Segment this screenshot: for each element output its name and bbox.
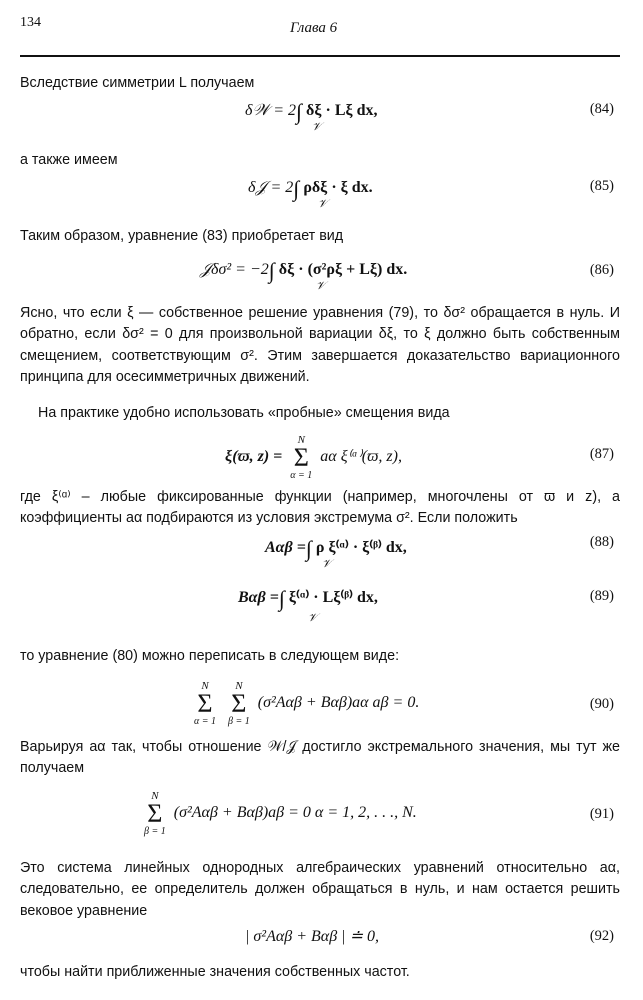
eq86-number: (86) <box>589 262 614 278</box>
paragraph-1: Вследствие симметрии L получаем <box>20 75 255 91</box>
eq88-domain: 𝒱 <box>322 558 332 570</box>
eq88-body: ρ ξ⁽ᵅ⁾ · ξ⁽ᵝ⁾ dx, <box>315 539 407 556</box>
equation-86: 𝒥δσ² = −2∫ δξ · (σ²ρξ + Lξ) dx. 𝒱 (86) <box>200 258 614 292</box>
eq91-body: (σ²Aαβ + Bαβ)aβ = 0 α = 1, 2, . . ., N. <box>173 804 417 822</box>
paragraph-5: На практике удобно использовать «пробные» смещения вида <box>38 405 450 421</box>
eq91-number: (91) <box>589 806 614 822</box>
eq85-lhs: δ𝒥 = 2 <box>248 179 294 196</box>
paragraph-2: а также имеем <box>20 152 118 168</box>
eq88-lhs: Aαβ = <box>265 539 306 556</box>
eq85-domain: 𝒱 <box>318 198 328 210</box>
paragraph-9: Это система линейных однородных алгебраических уравнений относительно aα, следовательно, ее определитель должен обращаться в нуль, и нам остается решить вековое уравнение <box>20 860 620 919</box>
paragraph-3: Таким образом, уравнение (83) приобретает вид <box>20 228 344 244</box>
eq90-number: (90) <box>589 696 614 712</box>
eq87-sum: N Σ α = 1 <box>290 434 313 481</box>
eq85-number: (85) <box>589 178 614 194</box>
equation-92 <box>20 922 620 962</box>
eq86-body: δξ · (σ²ρξ + Lξ) dx. <box>278 261 408 278</box>
eq84-number: (84) <box>589 101 614 117</box>
equation-89: Bαβ =∫ ξ⁽ᵅ⁾ · Lξ⁽ᵝ⁾ dx, 𝒱 (89) <box>238 586 614 624</box>
header-rule <box>20 55 620 57</box>
equation-90 <box>20 676 620 736</box>
paragraph-6: где ξ⁽ᵅ⁾ – любые фиксированные функции (например, многочлены от ϖ и z), а коэффициенты aα подбираются из условия экстремума σ². Если положить <box>20 489 620 527</box>
eq88-number: (88) <box>589 534 614 550</box>
eq90-body: (σ²Aαβ + Bαβ)aα aβ = 0. <box>257 694 420 712</box>
equation-87 <box>20 428 620 484</box>
equation-91 <box>20 786 620 846</box>
eq84-domain: 𝒱 <box>312 121 322 133</box>
eq89-number: (89) <box>589 588 614 604</box>
eq84-body: δξ · Lξ dx, <box>306 102 378 119</box>
eq86-lhs: 𝒥δσ² = −2 <box>200 261 269 278</box>
eq87-body: aα ξ⁽ᵅ⁾(ϖ, z), <box>320 448 402 466</box>
equation-84: δ𝒲 = 2∫ δξ · Lξ dx, 𝒱 (84) <box>245 99 614 133</box>
chapter-title: Глава 6 <box>290 20 338 36</box>
eq90-sum-beta: N Σ β = 1 <box>228 680 250 727</box>
page-header <box>0 0 643 50</box>
eq92-body: | σ²Aαβ + Bαβ | ≐ 0, <box>245 928 379 945</box>
eq91-sum: N Σ β = 1 <box>144 790 166 837</box>
eq89-domain: 𝒱 <box>308 612 318 624</box>
eq85-body: ρδξ · ξ dx. <box>303 179 373 196</box>
page-number: 134 <box>20 15 41 30</box>
equation-85: δ𝒥 = 2∫ ρδξ · ξ dx. 𝒱 (85) <box>248 176 614 210</box>
eq92-number: (92) <box>589 928 614 944</box>
paragraph-10: чтобы найти приближенные значения собственных частот. <box>20 964 410 980</box>
eq86-domain: 𝒱 <box>316 280 326 292</box>
eq89-lhs: Bαβ = <box>238 589 279 606</box>
eq89-body: ξ⁽ᵅ⁾ · Lξ⁽ᵝ⁾ dx, <box>288 589 378 606</box>
eq84-lhs: δ𝒲 = 2 <box>245 102 297 119</box>
paragraph-7: то уравнение (80) можно переписать в следующем виде: <box>20 648 400 664</box>
eq90-sum-alpha: N Σ α = 1 <box>194 680 216 727</box>
paragraph-8: Варьируя aα так, чтобы отношение 𝒲/𝒥 достигло экстремального значения, мы тут же получаем <box>20 739 620 777</box>
paragraph-4: Ясно, что если ξ — собственное решение уравнения (79), то δσ² обращается в нуль. И обратно, если δσ² = 0 для произвольной вариации δξ, то ξ должно быть собственным смещением, соответствующим σ². Этим завершается доказательство вариационного принципа для осесимметричных движений. <box>20 305 620 385</box>
equation-88: Aαβ =∫ ρ ξ⁽ᵅ⁾ · ξ⁽ᵝ⁾ dx, 𝒱 (88) <box>265 534 614 570</box>
eq87-lhs: ξ(ϖ, z) = <box>225 448 283 466</box>
eq87-number: (87) <box>589 446 614 462</box>
